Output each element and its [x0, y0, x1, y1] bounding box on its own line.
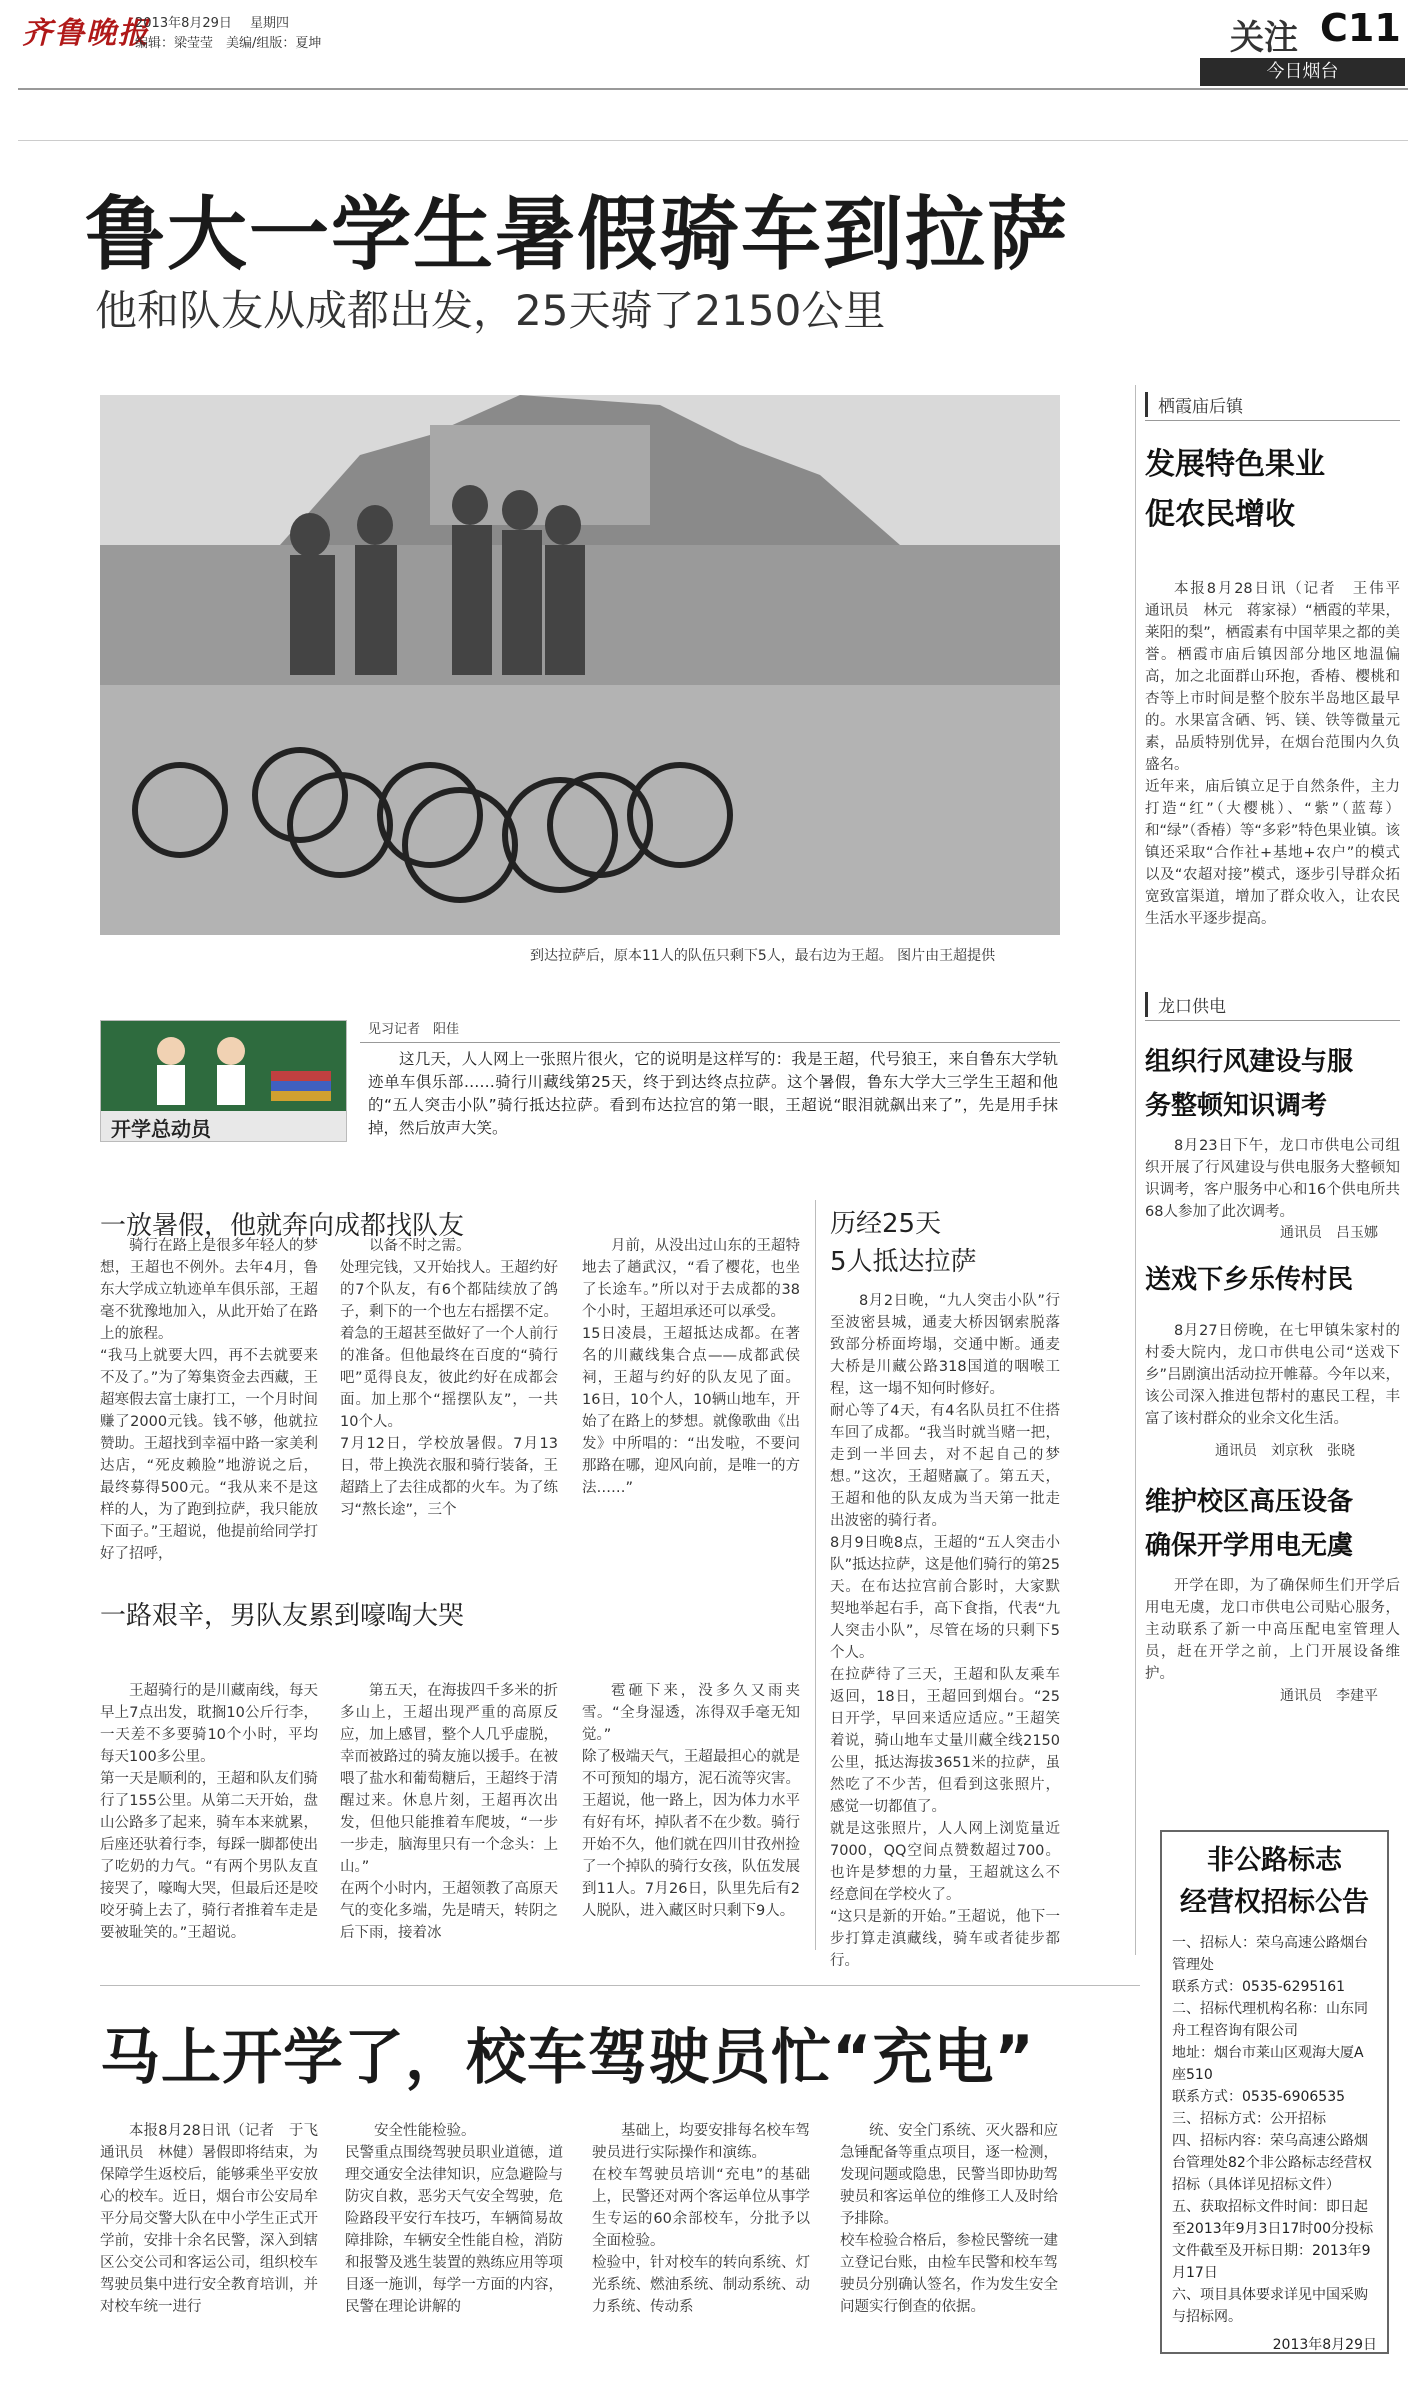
sidebar-divider [1135, 385, 1136, 1955]
sidebar-byline-1: 通讯员 吕玉娜 [1280, 1225, 1378, 1241]
section2-column-1: 王超骑行的是川藏南线，每天早上7点出发，耽搁10公斤行李，一天差不多要骑10个小时，平均每天100多公里。 第一天是顺利的，王超和队友们骑行了155公里。从第二天开始，盘山公路多了起来，骑车本来就累，后座还驮着行李，每踩一脚都使出了吃奶的力气。“有两个男队友直接哭了，嚎啕大哭，但最后还是咬咬牙骑上去了，骑行者推着车走是要被耻笑的。”王超说。 [100, 1683, 318, 1941]
notice-line: 四、招标内容：荣乌高速公路烟台管理处82个非公路标志经营权招标（具体详见招标文件） [1172, 2133, 1372, 2193]
section2-column-3: 雹砸下来，没多久又雨夹雪。“全身湿透，冻得双手毫无知觉。” 除了极端天气，王超最担心的就是不可预知的塌方，泥石流等灾害。王超说，他一路上，因为体力水平有好有坏，掉队者不在少数。骑行开始不久，他们就在四川甘孜州捡了一个掉队的骑行女孩，队伍发展到11人。7月26日，队里先后有2人脱队，进入藏区时只剩下9人。 [582, 1683, 800, 1919]
masthead-logo: 齐鲁晚报 [22, 16, 150, 51]
bottom-column-2: 安全性能检验。 民警重点围绕驾驶员职业道德，道理交通安全法律知识，应急避险与防灾自救，恶劣天气安全驾驶，危险路段平安行车技巧，车辆简易故障排除，车辆安全性能自检，消防和报警及逃生装置的熟练应用等项目逐一施训，每学一方面的内容，民警在理论讲解的 [345, 2123, 563, 2315]
page-number: C11 [1320, 6, 1401, 50]
photo-caption: 到达拉萨后，原本11人的队伍只剩下5人，最右边为王超。 图片由王超提供 [530, 948, 996, 964]
notice-line: 联系方式：0535-6295161 [1172, 1979, 1346, 1995]
header-editors: 编辑：梁莹莹 美编/组版：夏坤 [135, 36, 322, 51]
notice-line: 三、招标方式：公开招标 [1172, 2111, 1326, 2127]
sidebar-byline-2: 通讯员 刘京秋 张晓 [1215, 1443, 1355, 1459]
section1-column-2: 以备不时之需。 处理完钱，又开始找人。王超约好的7个队友，有6个都陆续放了鸽子，剩下的一个也左右摇摆不定。着急的王超甚至做好了一个人前行的准备。但他最终在百度的“骑行吧”觅得良友，彼此约好在成都会面。加上那个“摇摆队友”，一共10个人。 7月12日，学校放暑假。7月13日，带上换洗衣服和骑行装备，王超踏上了去往成都的火车。为了练习“熬长途”，三个 [340, 1238, 558, 1518]
sidebar-body-fruit: 本报8月28日讯（记者 王伟平 通讯员 林元 蒋家禄）“栖霞的苹果，莱阳的梨”，栖霞素有中国苹果之都的美誉。栖霞市庙后镇因部分地区地温偏高，加之北面群山环抱，香椿、樱桃和杏等上市时间是整个胶东半岛地区最早的。水果富含硒、钙、镁、铁等微量元素，品质特别优异，在烟台范围内久负盛名。 近年来，庙后镇立足于自然条件，主力打造“红”（大樱桃）、“紫”（蓝莓）和“绿”（香椿）等“多彩”特色果业镇。该镇还采取“合作社+基地+农户”的模式以及“农超对接”模式，逐步引导群众拓宽致富渠道，增加了群众收入，让农民生活水平逐步提高。 [1145, 581, 1400, 927]
section2-column-2: 第五天，在海拔四千多米的折多山上，王超出现严重的高原反应，加上感冒，整个人几乎虚脱，幸而被路过的骑友施以援手。在被喂了盐水和葡萄糖后，王超终于清醒过来。休息片刻，王超再次出发，但他只能推着车爬坡，“一步一步走，脑海里只有一个念头：上山。” 在两个小时内，王超领教了高原天气的变化多端，先是晴天，转阴之后下雨，接着冰 [340, 1683, 558, 1941]
region-label: 今日烟台 [1200, 58, 1405, 86]
column-divider [815, 1200, 816, 1950]
notice-line: 联系方式：0535-6906535 [1172, 2089, 1346, 2105]
bottom-column-1: 本报8月28日讯（记者 于飞 通讯员 林健）暑假即将结束，为保障学生返校后，能够乘坐平安放心的校车。近日，烟台市公安局牟平分局交警大队在中小学生正式开学前，安排十余名民警，深入到辖区公交公司和客运公司，组织校车驾驶员集中进行安全教育培训，并对校车统一进行 [100, 2123, 333, 2315]
main-headline: 鲁大一学生暑假骑车到拉萨 [85, 188, 1069, 281]
bottom-divider [100, 1985, 1140, 1986]
lead-paragraph: 这几天，人人网上一张照片很火，它的说明是这样写的：我是王超，代号狼王，来自鲁东大学轨迹单车俱乐部……骑行川藏线第25天，终于到达终点拉萨。这个暑假，鲁东大学大三学生王超和他的“五人突击小队”骑行抵达拉萨。看到布达拉宫的第一眼，王超说“眼泪就飙出来了”，先是用手抹掉，然后放声大笑。 [368, 1050, 1058, 1137]
section2-heading: 一路艰辛，男队友累到嚎啕大哭 [100, 1601, 465, 1631]
sidebar-body-substation: 开学在即，为了确保师生们开学后用电无虞，龙口市供电公司贴心服务，主动联系了新一中高压配电室管理人员，赶在开学之前，上门开展设备维护。 [1145, 1578, 1400, 1682]
notice-title: 非公路标志 经营权招标公告 [1180, 1845, 1369, 1918]
bottom-column-4: 统、安全门系统、灭火器和应急锤配备等重点项目，逐一检测，发现问题或隐患，民警当即协助驾驶员和客运单位的维修工人及时给予排除。 校车检验合格后，参检民警统一建立登记台账，由检车民警和校车驾驶员分别确认签名，作为发生安全问题实行倒查的依据。 [840, 2123, 1058, 2315]
sidebar-body-opera: 8月27日傍晚，在七甲镇朱家村的村委大院内，龙口市供电公司“送戏下乡”吕剧演出活动拉开帷幕。今年以来，该公司深入推进包帮村的惠民工程，丰富了该村群众的业余文化生活。 [1145, 1323, 1400, 1427]
sidebar-tag-longkou: 龙口供电 [1145, 992, 1226, 1017]
header-divider [18, 88, 1408, 90]
promo-box [100, 1020, 347, 1142]
header-divider-light [18, 140, 1408, 141]
notice-line: 六、项目具体要求详见中国采购与招标网。 [1172, 2287, 1368, 2325]
sidebar-rule-1 [1145, 420, 1400, 421]
notice-line: 一、招标人：荣乌高速公路烟台管理处 [1172, 1935, 1368, 1973]
sidebar-rule-2 [1145, 1020, 1400, 1021]
notice-line: 地址：烟台市莱山区观海大厦A座510 [1172, 2045, 1364, 2083]
section1-column-3: 月前，从没出过山东的王超特地去了趟武汉，“看了樱花，也坐了长途车。”所以对于去成都的38个小时，王超坦承还可以承受。 15日凌晨，王超抵达成都。在著名的川藏线集合点——成都武侯祠，王超与约好的队友见了面。16日，10个人，10辆山地车，开始了在路上的梦想。就像歌曲《出发》中所唱的：“出发啦，不要问那路在哪，迎风向前，是唯一的方法……” [582, 1238, 800, 1496]
main-subhead: 他和队友从成都出发，25天骑了2150公里 [95, 286, 886, 335]
lhasa-team-photo [100, 395, 1060, 935]
notice-line: 五、获取招标文件时间：即日起至2013年9月3日17时00分投标文件截至及开标日期：2013年9月17日 [1172, 2199, 1374, 2281]
reporter-byline: 见习记者 阳佳 [368, 1022, 460, 1037]
tender-notice-box [1160, 1830, 1389, 2354]
sidebar-headline-fruit: 发展特色果业 促农民增收 [1145, 447, 1325, 532]
section3-heading: 历经25天 5人抵达拉萨 [830, 1209, 977, 1277]
bottom-column-3: 基础上，均要安排每名校车驾驶员进行实际操作和演练。 在校车驾驶员培训“充电”的基础上，民警还对两个客运单位从事学生专运的60余部校车，分批予以全面检验。 检验中，针对校车的转向系统、灯光系统、燃油系统、制动系统、动力系统、传动系 [592, 2123, 810, 2315]
sidebar-tag-qixia: 栖霞庙后镇 [1145, 392, 1243, 417]
section1-column-1: 骑行在路上是很多年轻人的梦想，王超也不例外。去年4月，鲁东大学成立轨迹单车俱乐部，王超毫不犹豫地加入，从此开始了在路上的旅程。 “我马上就要大四，再不去就要来不及了。”为了筹集资金去西藏，王超寒假去富士康打工，一个月时间赚了2000元钱。钱不够，他就拉赞助。王超找到幸福中路一家美利达店，“死皮赖脸”地游说之后，最终募得500元。“我从来不是这样的人，为了跑到拉萨，我只能放下面子。”王超说，他提前给同学打好了招呼， [100, 1238, 318, 1562]
sidebar-byline-3: 通讯员 李建平 [1280, 1688, 1378, 1704]
header-weekday: 星期四 [250, 16, 290, 31]
sidebar-headline-opera: 送戏下乡乐传村民 [1145, 1265, 1354, 1295]
notice-line: 二、招标代理机构名称：山东同舟工程咨询有限公司 [1172, 2001, 1368, 2039]
lead-divider [360, 1042, 1060, 1043]
bottom-headline: 马上开学了，校车驾驶员忙“充电” [100, 2023, 1035, 2093]
sidebar-headline-substation: 维护校区高压设备 确保开学用电无虞 [1145, 1487, 1354, 1561]
sidebar-headline-inspection: 组织行风建设与服 务整顿知识调考 [1145, 1047, 1354, 1121]
notice-date: 2013年8月29日 [1272, 2337, 1377, 2353]
header-date: 2013年8月29日 [135, 16, 232, 31]
promo-label: 开学总动员 [111, 1117, 211, 1141]
section-title: 关注 [1230, 18, 1298, 58]
students-illustration-icon [101, 1021, 346, 1111]
section3-column: 8月2日晚，“九人突击小队”行至波密县城，通麦大桥因钢索脱落致部分桥面垮塌，交通中断。通麦大桥是川藏公路318国道的咽喉工程，这一塌不知何时修好。 耐心等了4天，有4名队员扛不住搭车回了成都。“我当时就当赌一把，走到一半回去，对不起自己的梦想。”这次，王超赌赢了。第五天，王超和他的队友成为当天第一批走出波密的骑行者。 8月9日晚8点，王超的“五人突击小队”抵达拉萨，这是他们骑行的第25天。在布达拉宫前合影时，大家默契地举起右手，高下食指，代表“九人突击小队”，尽管在场的只剩下5个人。 在拉萨待了三天，王超和队友乘车返回，18日，王超回到烟台。“25日开学，早回来适应适应。”王超笑着说，骑山地车丈量川藏全线2150公里，抵达海拔3651米的拉萨，虽然吃了不少苦，但看到这张照片，感觉一切都值了。 就是这张照片，人人网上浏览量近7000，QQ空间点赞数超过700。也许是梦想的力量，王超就这么不经意间在学校火了。 “这只是新的开始。”王超说，他下一步打算走滇藏线，骑车或者徒步都行。 [830, 1293, 1060, 1969]
sidebar-body-inspection: 8月23日下午，龙口市供电公司组织开展了行风建设与供电服务大整顿知识调考，客户服务中心和16个供电所共68人参加了此次调考。 [1145, 1138, 1400, 1220]
section1-heading: 一放暑假，他就奔向成都找队友 [100, 1211, 465, 1241]
notice-body [1162, 1924, 1387, 2356]
